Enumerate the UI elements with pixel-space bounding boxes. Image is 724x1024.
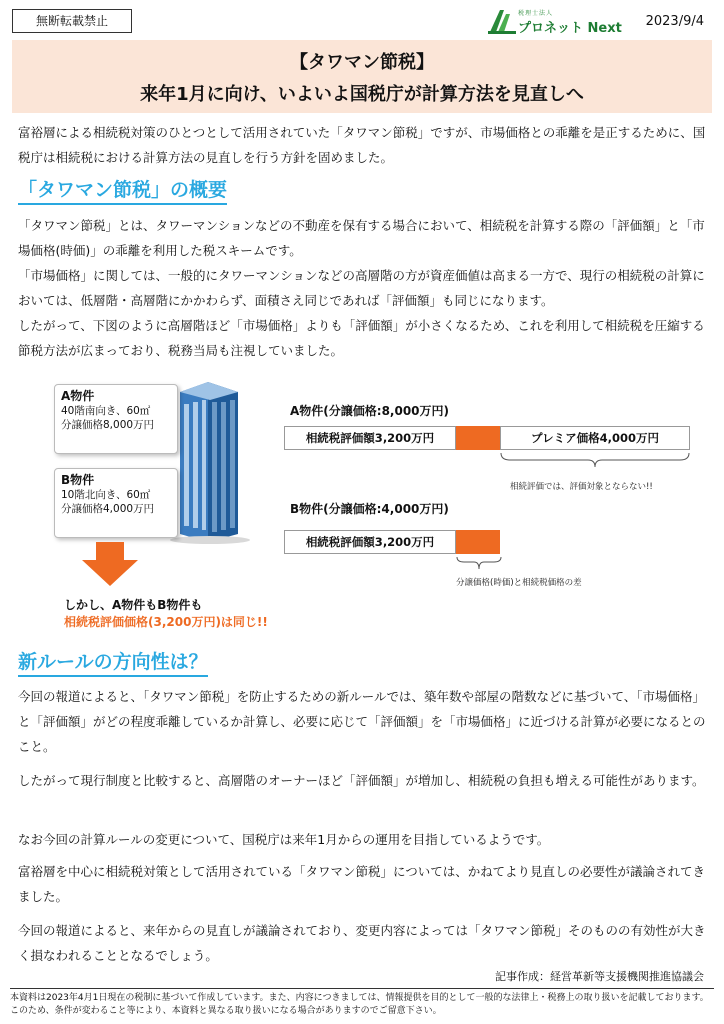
- property-a-premium-bar: プレミア価格4,000万円: [500, 426, 690, 450]
- property-a-price: 分譲価格8,000万円: [61, 419, 155, 431]
- property-b-title: B物件: [61, 473, 95, 487]
- property-a-label: A物件(分譲価格:8,000万円): [290, 404, 450, 418]
- new-rule-paragraph-4: 富裕層を中心に相続税対策として活用されている「タワマン節税」については、かねてより見直しの必要性が議論されてきました。: [18, 864, 705, 904]
- conclusion-line-2: 相続税評価価格(3,200万円)は同じ!!: [64, 615, 268, 629]
- section-heading-new-rule: 新ルールの方向性は？: [18, 650, 208, 677]
- property-b-callout: [54, 468, 178, 538]
- disclaimer: 本資料は2023年4月1日現在の税制に基づいて作成しています。また、内容につきましては、情報提供を目的として一般的な法律上・税務上の取り扱いを記載しております。このため、条件が変わること等により、本資料と異なる取り扱いになる場合がありますのでご留意下さい。: [10, 988, 714, 1018]
- property-a-callout: [54, 384, 178, 454]
- issue-date: 2023/9/4: [645, 14, 704, 29]
- no-reprint-stamp: 無断転載禁止: [12, 9, 132, 33]
- conclusion-line-1: しかし、A物件もB物件も: [64, 598, 203, 612]
- new-rule-paragraph-1: 今回の報道によると、「タワマン節税」を防止するための新ルールでは、築年数や部屋の階数などに基づいて、「市場価格」と「評価額」がどの程度乖離しているか計算し、必要に応じて「評価額」を「市場価格」に近づける計算が必要になるとのこと。: [18, 689, 706, 754]
- property-a-eval-bar: 相続税評価額3,200万円: [284, 426, 456, 450]
- company-logo: [488, 6, 628, 38]
- new-rule-paragraph-5: 今回の報道によると、来年からの見直しが議論されており、変更内容によっては「タワマン節税」そのものの有効性が大きく損なわれることとなるでしょう。: [18, 923, 706, 963]
- property-b-gap-bar: [456, 530, 500, 554]
- article-credit: 記事作成：経営革新等支援機関推進協議会: [495, 970, 704, 983]
- overview-paragraph-2: 「市場価格」に関しては、一般的にタワーマンションなどの高層階の方が資産価値は高まる一方で、現行の相続税の計算においては、低層階・高層階にかかわらず、面積さえ同じであれば「評価額」も同じになります。: [18, 268, 705, 308]
- title-line-1: 【タワマン節税】: [290, 52, 434, 73]
- gap-brace-icon: [456, 556, 502, 570]
- property-b-floor: 10階北向き、60㎡: [61, 489, 151, 501]
- premium-brace-icon: [500, 452, 690, 468]
- gap-note: 分譲価格(時価)と相続税価格の差: [456, 578, 582, 588]
- overview-paragraph-1: 「タワマン節税」とは、タワーマンションなどの不動産を保有する場合において、相続税を計算する際の「評価額」と「市場価格(時価)」の乖離を利用した税スキームです。: [18, 218, 705, 258]
- comparison-figure: [0, 370, 724, 640]
- logo-mark-icon: [488, 8, 516, 34]
- logo-subtitle: 税理士法人: [518, 10, 554, 17]
- new-rule-paragraph-2: したがって現行制度と比較すると、高層階のオーナーほど「評価額」が増加し、相続税の負担も増える可能性があります。: [18, 773, 705, 788]
- property-a-floor: 40階南向き、60㎡: [61, 405, 151, 417]
- down-arrow-icon: [82, 542, 138, 586]
- overview-paragraph-3: したがって、下図のように高層階ほど「市場価格」よりも「評価額」が小さくなるため、これを利用して相続税を圧縮する節税方法が広まっており、税務当局も注視していました。: [18, 318, 705, 358]
- title-band: [12, 40, 712, 113]
- section-heading-overview: 「タワマン節税」の概要: [18, 178, 227, 205]
- property-b-label: B物件(分譲価格:4,000万円): [290, 502, 449, 516]
- property-a-title: A物件: [61, 389, 95, 403]
- logo-name: プロネット Next: [518, 21, 622, 36]
- title-line-2: 来年1月に向け、いよいよ国税庁が計算方法を見直しへ: [140, 84, 584, 105]
- property-b-eval-bar: 相続税評価額3,200万円: [284, 530, 456, 554]
- property-b-price: 分譲価格4,000万円: [61, 503, 155, 515]
- premium-note: 相続評価では、評価対象とならない!!: [510, 482, 653, 492]
- property-a-gap-bar: [456, 426, 500, 450]
- intro-paragraph: 富裕層による相続税対策のひとつとして活用されていた「タワマン節税」ですが、市場価格との乖離を是正するために、国税庁は相続税における計算方法の見直しを行う方針を固めました。: [18, 125, 706, 165]
- new-rule-paragraph-3: なお今回の計算ルールの変更について、国税庁は来年1月からの運用を目指しているようです。: [18, 832, 550, 847]
